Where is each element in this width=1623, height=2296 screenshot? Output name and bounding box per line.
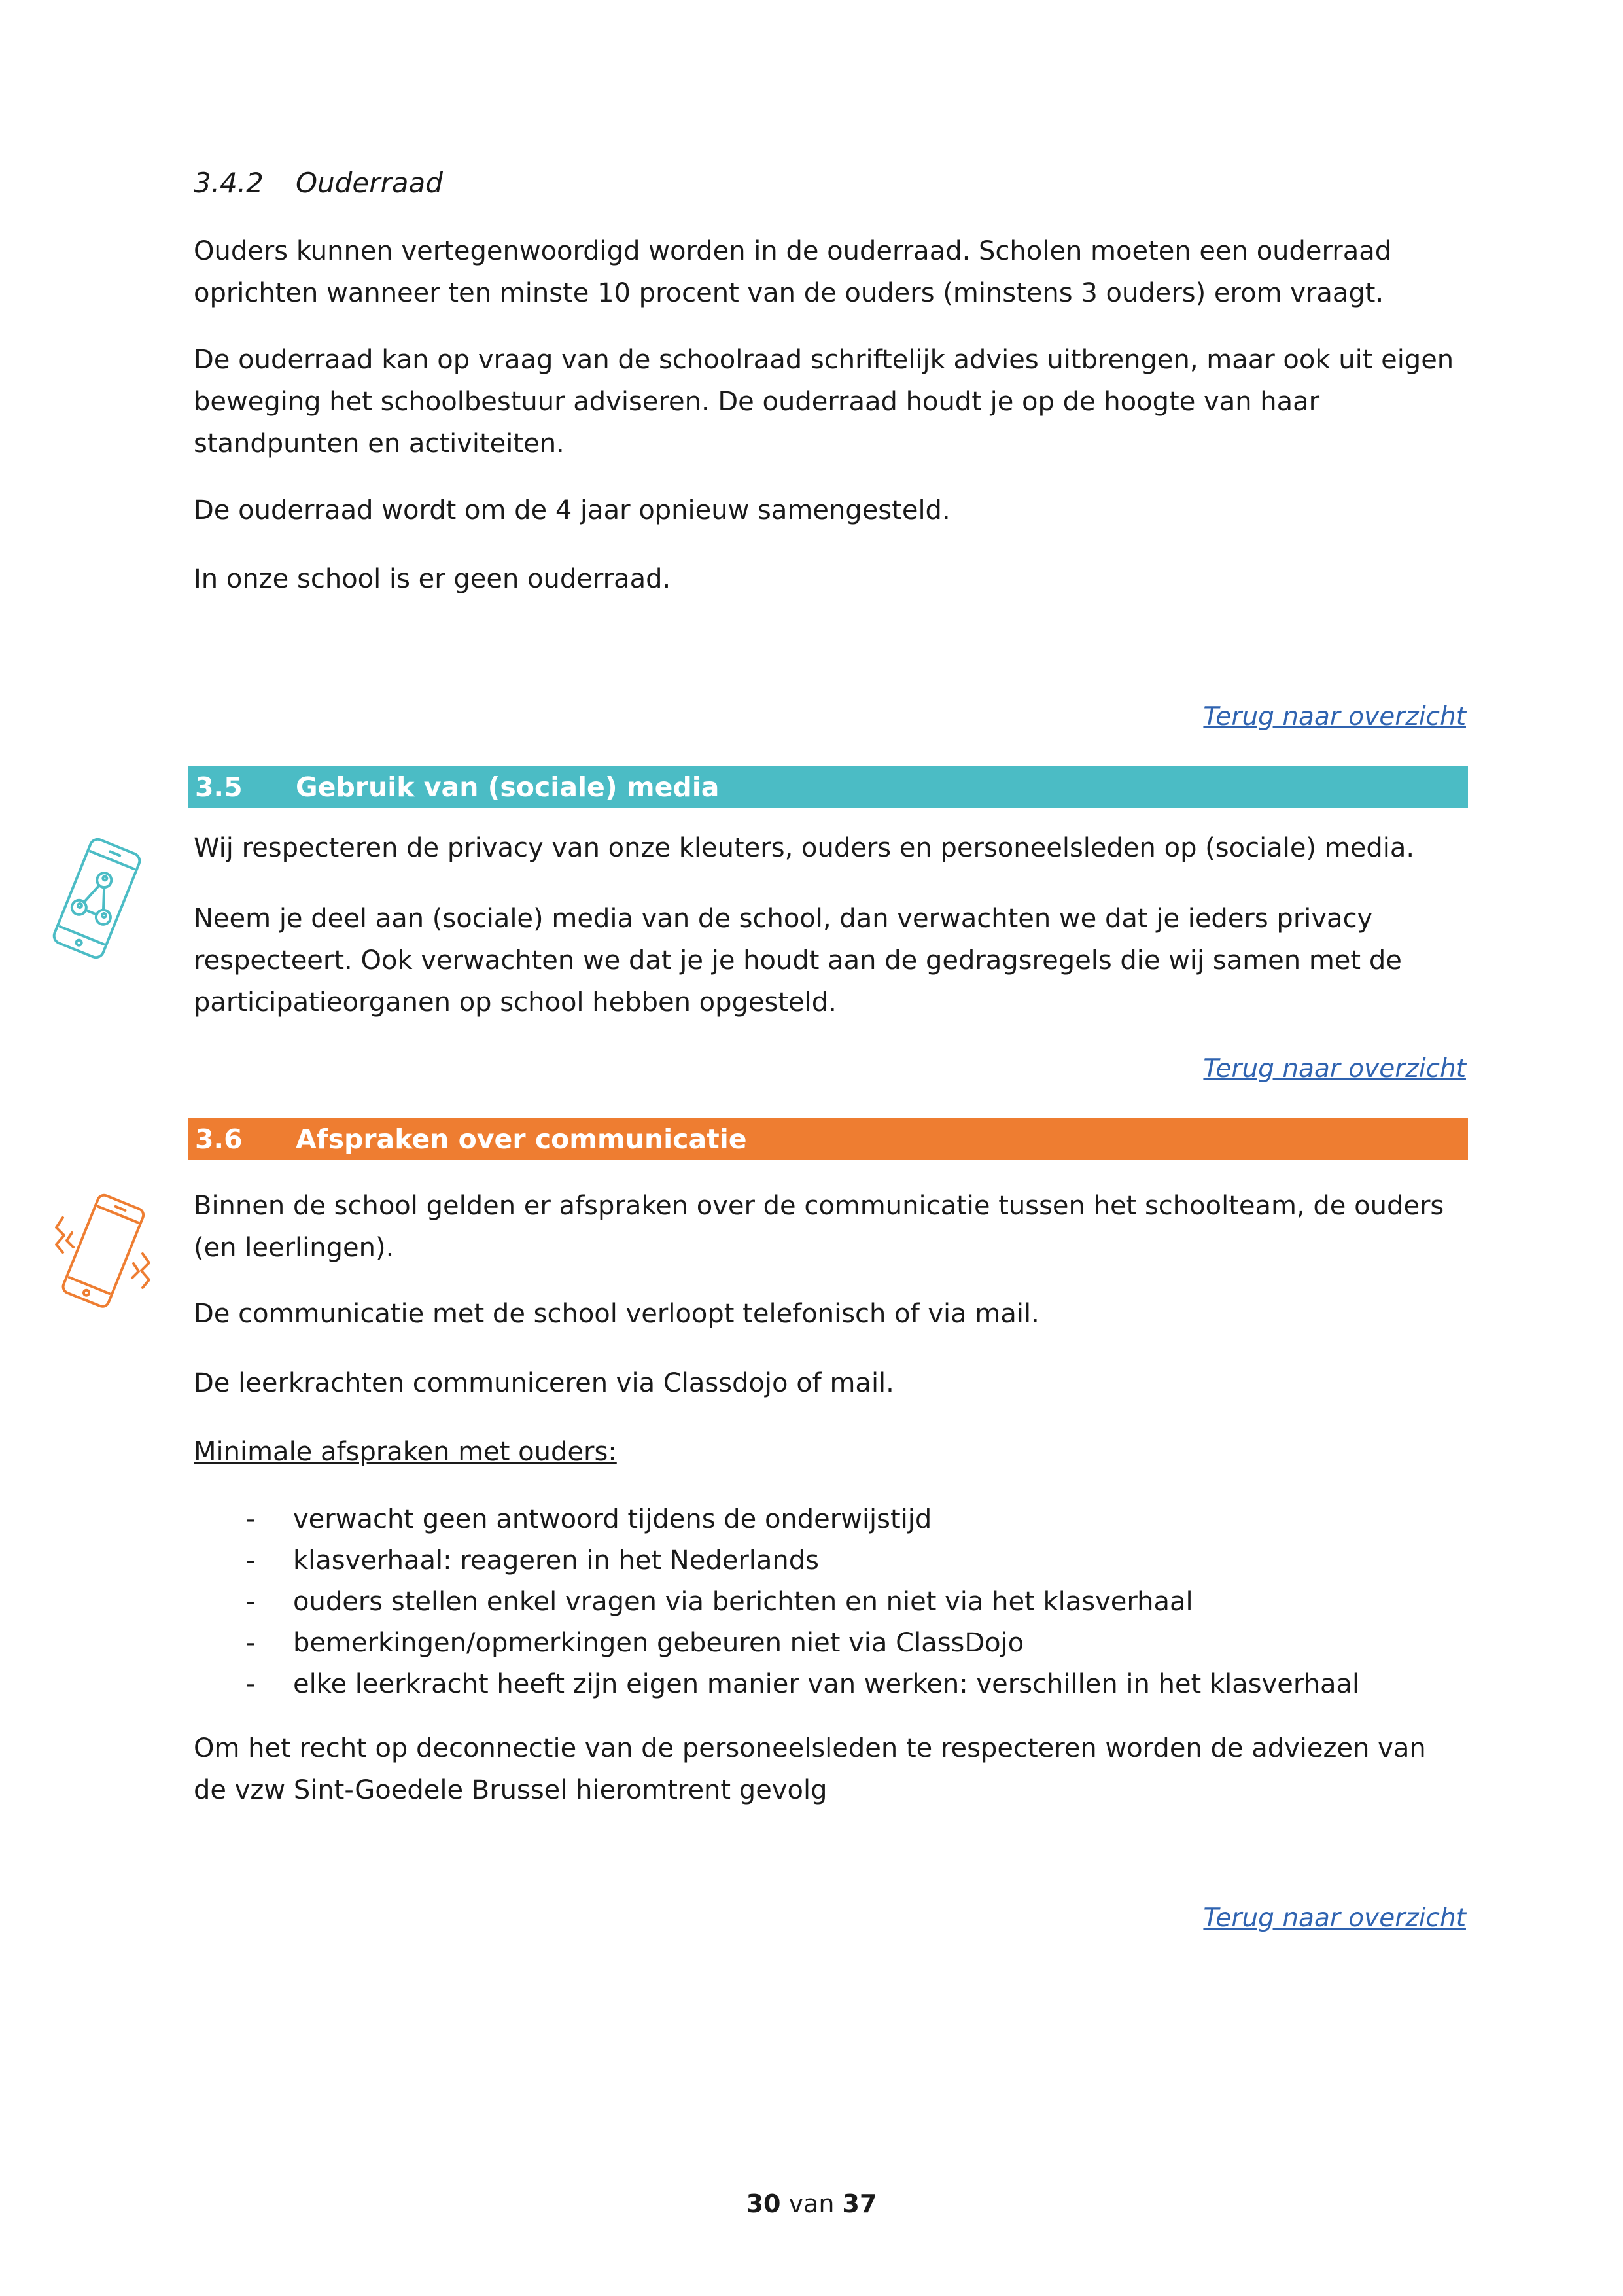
ouderraad-paragraph-2 <box>194 339 1465 465</box>
ouderraad-paragraph-4 <box>194 558 1465 600</box>
subsection-title: Ouderraad <box>296 167 443 199</box>
paragraph: Wij respecteren de privacy van onze kleuters, ouders en personeelsleden op (sociale) media. <box>194 833 1415 863</box>
paragraph: Om het recht op deconnectie van de personeelsleden te respecteren worden de adviezen van de vzw Sint-Goedele Brussel hieromtrent gevolg <box>194 1733 1426 1805</box>
paragraph: De communicatie met de school verloopt telefonisch of via mail. <box>194 1299 1039 1329</box>
list-heading-text: Minimale afspraken met ouders: <box>194 1437 617 1467</box>
section-number: 3.5 <box>195 771 243 803</box>
agreements-list <box>194 1499 1465 1705</box>
closing-paragraph <box>194 1727 1465 1811</box>
current-page: 30 <box>746 2189 781 2218</box>
back-to-overview-link[interactable]: Terug naar overzicht <box>1203 1054 1466 1084</box>
paragraph: In onze school is er geen ouderraad. <box>194 564 671 594</box>
communicatie-paragraph-1 <box>194 1185 1465 1269</box>
paragraph: De ouderraad wordt om de 4 jaar opnieuw samengesteld. <box>194 495 951 525</box>
back-to-overview-link[interactable]: Terug naar overzicht <box>1203 1903 1466 1933</box>
list-heading <box>194 1431 1465 1473</box>
smartphone-network-icon <box>38 830 156 967</box>
list-item: - verwacht geen antwoord tijdens de onderwijstijd <box>246 1504 932 1534</box>
ouderraad-paragraph-1 <box>194 230 1465 314</box>
vibrating-phone-icon <box>43 1182 161 1319</box>
list-item: - elke leerkracht heeft zijn eigen manier van werken: verschillen in het klasverhaal <box>246 1669 1360 1699</box>
section-title: Gebruik van (sociale) media <box>296 771 720 803</box>
media-paragraph-2 <box>194 898 1465 1023</box>
communicatie-paragraph-2 <box>194 1293 1465 1335</box>
section-number: 3.6 <box>195 1123 243 1155</box>
back-to-overview-link[interactable]: Terug naar overzicht <box>1203 702 1466 732</box>
paragraph: Neem je deel aan (sociale) media van de school, dan verwachten we dat je ieders privacy respecteert. Ook verwachten we dat je je houdt aan de gedragsregels die wij samen met de participatieorganen op school hebben opgesteld. <box>194 904 1402 1017</box>
media-paragraph-1 <box>194 827 1465 869</box>
list-item: - bemerkingen/opmerkingen gebeuren niet via ClassDojo <box>246 1628 1024 1658</box>
paragraph: Ouders kunnen vertegenwoordigd worden in de ouderraad. Scholen moeten een ouderraad oprichten wanneer ten minste 10 procent van de ouders (minstens 3 ouders) erom vraagt. <box>194 236 1392 308</box>
communicatie-paragraph-3 <box>194 1362 1465 1404</box>
list-item: - ouders stellen enkel vragen via berichten en niet via het klasverhaal <box>246 1587 1193 1617</box>
section-heading-media <box>188 766 1468 808</box>
total-pages: 37 <box>842 2189 877 2218</box>
subsection-heading <box>194 162 443 204</box>
section-title: Afspraken over communicatie <box>296 1123 747 1155</box>
list-item: - klasverhaal: reageren in het Nederlands <box>246 1545 819 1576</box>
paragraph: De leerkrachten communiceren via Classdojo of mail. <box>194 1368 894 1398</box>
subsection-number: 3.4.2 <box>194 167 264 199</box>
page-number-footer <box>0 2185 1623 2222</box>
section-heading-communicatie <box>188 1118 1468 1160</box>
paragraph: De ouderraad kan op vraag van de schoolraad schriftelijk advies uitbrengen, maar ook uit eigen beweging het schoolbestuur adviseren. De ouderraad houdt je op de hoogte van haar standpunten en activiteiten. <box>194 345 1454 459</box>
paragraph: Binnen de school gelden er afspraken over de communicatie tussen het schoolteam, de ouders (en leerlingen). <box>194 1191 1444 1263</box>
page-separator: van <box>788 2189 835 2218</box>
ouderraad-paragraph-3 <box>194 489 1465 531</box>
